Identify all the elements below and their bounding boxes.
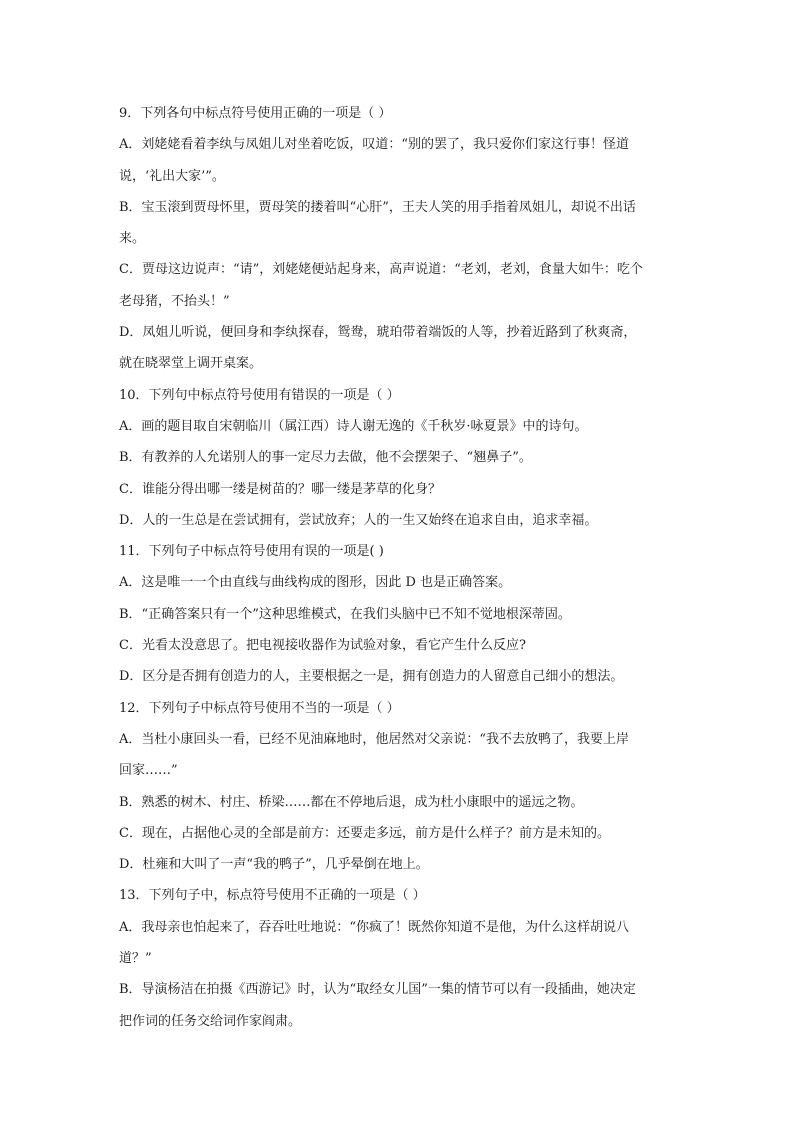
question-12-option-c: C．现在，占据他心灵的全部是前方：还要走多远，前方是什么样子？前方是未知的。: [119, 825, 610, 841]
question-10-option-c: C．谁能分得出哪一缕是树苗的？哪一缕是茅草的化身？: [119, 481, 441, 497]
question-12-option-a: A．当杜小康回头一看，已经不见油麻地时，他居然对父亲说：“我不去放鸭了，我要上岸: [119, 731, 630, 747]
question-10-option-d: D．人的一生总是在尝试拥有，尝试放弃；人的一生又始终在追求自由，追求幸福。: [119, 512, 598, 528]
question-11-option-c: C．光看太没意思了。把电视接收器作为试验对象，看它产生什么反应?: [119, 638, 526, 654]
question-10-option-a: A．画的题目取自宋朝临川（属江西）诗人谢无逸的《千秋岁·咏夏景》中的诗句。: [119, 418, 588, 434]
question-9-option-b: B．宝玉滚到贾母怀里，贾母笑的搂着叫“心肝”，王夫人笑的用手指着凤姐儿，却说不出话: [119, 199, 636, 215]
question-12-option-a-cont: 回家……”: [119, 763, 178, 779]
question-12-stem: 12．下列句子中标点符号使用不当的一项是（ ）: [119, 700, 400, 716]
question-12-option-d: D．杜雍和大叫了一声“我的鸭子”，几乎晕倒在地上。: [119, 857, 429, 873]
question-9-option-c-cont: 老母猪，不抬头！”: [119, 293, 230, 309]
question-10-option-b: B．有教养的人允诺别人的事一定尽力去做，他不会摆架子、“翘鼻子”。: [119, 450, 532, 466]
question-9-stem: 9．下列各句中标点符号使用正确的一项是（ ）: [119, 106, 392, 121]
question-11-stem: 11．下列句子中标点符号使用有误的一项是( ): [119, 544, 384, 560]
question-10-stem: 10．下列句中标点符号使用有错误的一项是（ ）: [119, 387, 400, 403]
question-9-option-a: A．刘姥姥看着李纨与凤姐儿对坐着吃饭，叹道：“别的罢了，我只爱你们家这行事！怪道: [119, 137, 630, 153]
question-11-option-d: D．区分是否拥有创造力的人，主要根据之一是，拥有创造力的人留意自己细小的想法。: [119, 669, 624, 685]
question-13-option-a: A．我母亲也怕起来了，吞吞吐吐地说：“你疯了！既然你知道不是他，为什么这样胡说八: [119, 919, 630, 935]
question-9-option-d: D．凤姐儿听说，便回身和李纨探春，鸳鸯，琥珀带着端饭的人等，抄着近路到了秋爽斋，: [119, 325, 637, 341]
question-9-option-a-cont: 说，‘礼出大家’”。: [119, 168, 225, 184]
question-12-option-b: B．熟悉的树木、村庄、桥梁……都在不停地后退，成为杜小康眼中的遥远之物。: [119, 794, 584, 810]
question-13-stem: 13．下列句子中，标点符号使用不正确的一项是（ ）: [119, 888, 426, 904]
question-9-option-d-cont: 就在晓翠堂上调开桌案。: [119, 356, 263, 372]
question-13-option-a-cont: 道？”: [119, 951, 152, 967]
question-13-option-b: B．导演杨洁在拍摄《西游记》时，认为“取经女儿国”一集的情节可以有一段插曲，她决定: [119, 982, 636, 998]
document-page: [119, 98, 685, 1037]
question-11-option-a: A．这是唯一一个由直线与曲线构成的图形，因此 D 也是正确答案。: [119, 575, 512, 591]
question-9-option-c: C．贾母这边说声：“请”，刘姥姥便站起身来，高声说道：“老刘，老刘，食量大如牛：吃个: [119, 262, 643, 278]
question-13-option-b-cont: 把作词的任务交给词作家阎肃。: [119, 1013, 302, 1029]
question-11-option-b: B．“正确答案只有一个”这种思维模式，在我们头脑中已不知不觉地根深蒂固。: [119, 606, 571, 622]
question-9-option-b-cont: 来。: [119, 231, 146, 247]
